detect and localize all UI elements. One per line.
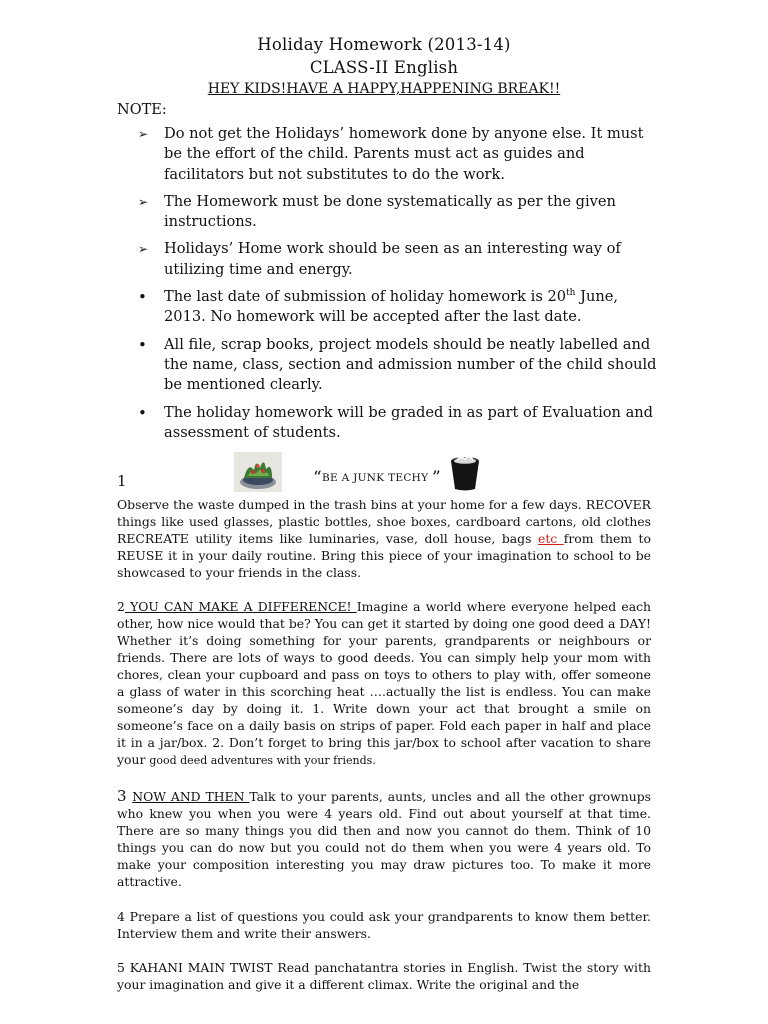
note-item: [138, 124, 658, 185]
note-item: [138, 239, 658, 280]
greeting-banner: HEY KIDS!HAVE A HAPPY,HAPPENING BREAK!!: [207, 81, 561, 97]
section-1-body: Observe the waste dumped in the trash bins at your home for a few days. RECOVER things like used glasses, plastic bottles, shoe boxes, cardboard cartons, old clothes RECREATE utility items like luminaries, vase, doll house, bags etc from them to REUSE it in your daily routine. Bring this piece of your imagination to school to be showcased to your friends in the class.: [117, 497, 652, 580]
section-2-title: YOU CAN MAKE A DIFFERENCE!: [124, 599, 357, 614]
etc-highlight: etc: [537, 531, 564, 546]
arrow-bullet-icon: ➢: [138, 194, 149, 209]
note-item: [138, 192, 658, 233]
note-text: The Homework must be done systematically as per the given instructions.: [164, 192, 616, 231]
section-3-body: 3 NOW AND THEN Talk to your parents, aunts, uncles and all the other grownups who knew you when you were 4 years old. Find out about yourself at that time. There are so many things you did then and now you cannot do them. Think of 10 things you can do now but you could not do them when you were 4 years old. To make your composition interesting you may draw pictures too. To make it more attractive.: [117, 787, 651, 889]
arrow-bullet-icon: ➢: [138, 127, 149, 141]
section-2-body: 2 YOU CAN MAKE A DIFFERENCE! Imagine a world where everyone helped each other, how nice would that be? You can get it started by doing one good deed a DAY! Whether it’s doing something for your parents, grandparents or neighbours or friends. There are lots of ways to good deeds. You can simply help your mom with chores, clean your cupboard and pass on toys to others to play with, offer someone a glass of water in this scorching heat ….actually the list is endless. You can make someone’s day by doing it. 1. Write down your act that brought a smile on someone’s face on a daily basis on strips of paper. Fold each paper in half and place it in a jar/box. 2. Don’t forget to bring this jar/box to school after vacation to share your good deed adventures with your friends.: [117, 599, 651, 767]
note-text: Holidays’ Home work should be seen as an interesting way of utilizing time and energy.: [164, 240, 621, 278]
round-bullet-icon: •: [138, 335, 147, 354]
section-number: 3: [117, 787, 133, 805]
arrow-bullet-icon: ➢: [138, 242, 149, 257]
note-text: Do not get the Holidays’ homework done by anyone else. It must be the effort of the child. Parents must act as guides and facilitators but not substitutes to do the work.: [164, 125, 644, 183]
section-number: 1: [117, 472, 127, 490]
note-label: NOTE:: [117, 102, 167, 118]
document-subtitle: CLASS-II English: [309, 58, 459, 77]
note-item: [138, 335, 658, 396]
note-item: [138, 403, 658, 444]
section-number: 2: [117, 599, 125, 614]
section-1-heading: [117, 452, 657, 494]
notes-list: [138, 124, 658, 450]
note-text: All file, scrap books, project models should be neatly labelled and the name, class, section and admission number of the child should be mentioned clearly.: [164, 335, 657, 394]
note-item: [138, 287, 658, 328]
note-text: The holiday homework will be graded in as part of Evaluation and assessment of students.: [164, 403, 654, 441]
section-3-title: NOW AND THEN: [132, 789, 250, 804]
section-1-title: “BE A JUNK TECHY ”: [313, 468, 441, 488]
note-text: The last date of submission of holiday homework is 20th June, 2013. No homework will be accepted after the last date.: [164, 288, 619, 326]
trash-bin-icon: [447, 454, 483, 492]
round-bullet-icon: •: [138, 288, 147, 307]
document-title: Holiday Homework (2013-14): [257, 35, 511, 54]
section-4-body: 4 Prepare a list of questions you could ask your grandparents to know them better. Interview them and write their answers.: [117, 909, 651, 941]
round-bullet-icon: •: [138, 403, 147, 422]
section-5-body: 5 KAHANI MAIN TWIST Read panchatantra stories in English. Twist the story with your imagination and give it a different climax. Write the original and the: [117, 960, 651, 992]
potted-plant-icon: [234, 452, 282, 492]
